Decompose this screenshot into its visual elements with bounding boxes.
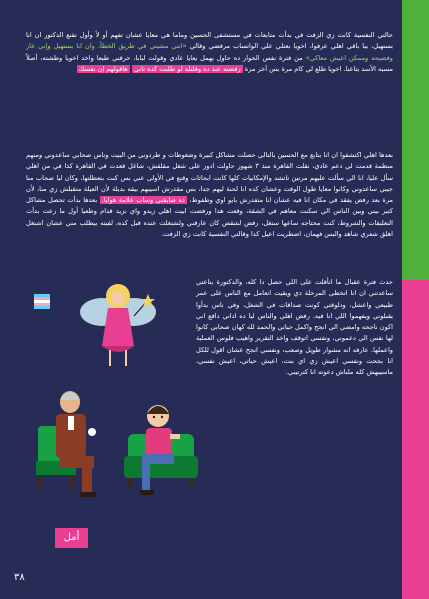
therapy-scene-illustration xyxy=(30,266,198,511)
page-number: ٣٨ xyxy=(14,572,25,583)
paragraph-1-text-b: من فترة نفس الحوار ده حاول يهمل يعايا عادي وقولت لبابا، حرقني طبعا واخد اخويا وطشته، أصلاً مسبه الأسد بتاعنا. اخويا طلع لي كام مرة بس آخر مرة xyxy=(26,53,393,73)
paragraph-3 xyxy=(196,277,393,379)
author-tag: أمل xyxy=(55,528,88,548)
therapist-figure-icon xyxy=(56,391,96,497)
quote-green: «انتي مشيتي في طريق الخطأ، وان انا بستهبل وإني عار وفضيحه وممكن اعيش معاكي» xyxy=(26,42,393,62)
decorative-green-bar xyxy=(402,0,429,280)
highlight-pink-box-2: ده ضايقني وساب علامة هوايا. xyxy=(101,196,185,205)
decorative-pink-bar xyxy=(402,280,429,599)
paragraph-1-text-a: حالتي النفسية كانت زي الزفت في بدأت متابعات في مستشفى الحسين وماما هي معايا عشان تفهم أو لأ وأول تقنع الدكتور ان انا بستهبل، بيا باقي اهلي عرفوا، اخويا بعتلي علي الواتساب مرفضي وقالي xyxy=(26,31,393,51)
paragraph-2 xyxy=(26,150,393,240)
highlight-pink: رفضته عند ده وقلتله لو طلبت كده تاني xyxy=(133,64,241,73)
paragraph-3-text: حدث فترة عقبال ما اتأقلت على اللي حصل دا كله، والدكتورة بتاعتي ساعدتني ان انا اتخطى المرحلة دي ويقيت اتعامل مع الناس على عمر طبيعي واعشل، ودلوقتي كونت صداقات في الشغل، وفي ناس بدأوا يقبلوني ويفهموا اللي انا فيه. رفض اهلي والناس ليا ده اداني دافع اني اكون ناجحه وامضي الي انجح واكمل حياتي والحمد لله كهان صحابي كانوا لها نفس الي دعموني، ونفسي اتوقف واخد التقرير واهيب فلوس العملية واعملها. عارفه انه مشوار طويل وصعب، ونفسي انجح عشان اقول للكل انا بجحت ونفسي اعيش زي اي بنت، اعيش حياتي، اعيش نفسي، ماسيبهش كله ملناش دعوته انا كترتيبي. xyxy=(196,278,393,377)
paragraph-2-text-a: بعدها اهلي اكتشفوا ان انا بتابع مع الحسين بالتالي حصلت مشاكل كبيرة وضغوطات و طردوني من البيت وناس صحابي ساعدوني ومنهم منظمة قدمت لي دعم عادي، نقلت القاهرة منذ ٣ شهور حاولت ادور على شغل مقلقش، شاغل قعدت في القاهرة كذا في من اهلي سأل عليا، انا الي سألت عليهم مرتين تاتشد والإمكانيات كلها كانت ابحاثات وقنع في الأولى عني بس كنت بتعطلتها، وكان ليا صحاب منا جيبي ساعدوني وكانوا معايا طول الوقت وعشان كده انا لحنة ليهم جدا، بس مقدرش اسيبهم بيقه بديلة لأن العيلة متقبلش زي منا، لأن مرة بعد رفض يفقد في مكان انا فيه عشان انا متقدرش بايو اوي وطفوط، xyxy=(26,151,393,205)
paragraph-2-text-b: بعدها بدأت تحصل مشاكل كتير بيني وبين الناس الي سكنت معاهم في الشقة، وقعت هدا ورفضت ابيت اهلي زيدو واي نزيد قدام وطعيا أول ما زعت بدأت التعليقات والشروط، كنت محتاجه ساعها ستغل، رفض لشقص كان عارفني ولشتغلت عنده قبل كده، لقيته بيطلب مني عشان اشتغل اهلق شعري شاهد والبس فهمان، اضطريت اعيل كدا وقالتي النفسية كانت زي الزفت. xyxy=(26,196,393,239)
fairy-figure-icon xyxy=(80,284,156,366)
highlight-pink-box: هاقولهم إن نفسك xyxy=(78,64,128,73)
trans-flag-icon xyxy=(34,294,50,309)
paragraph-1 xyxy=(26,30,393,75)
